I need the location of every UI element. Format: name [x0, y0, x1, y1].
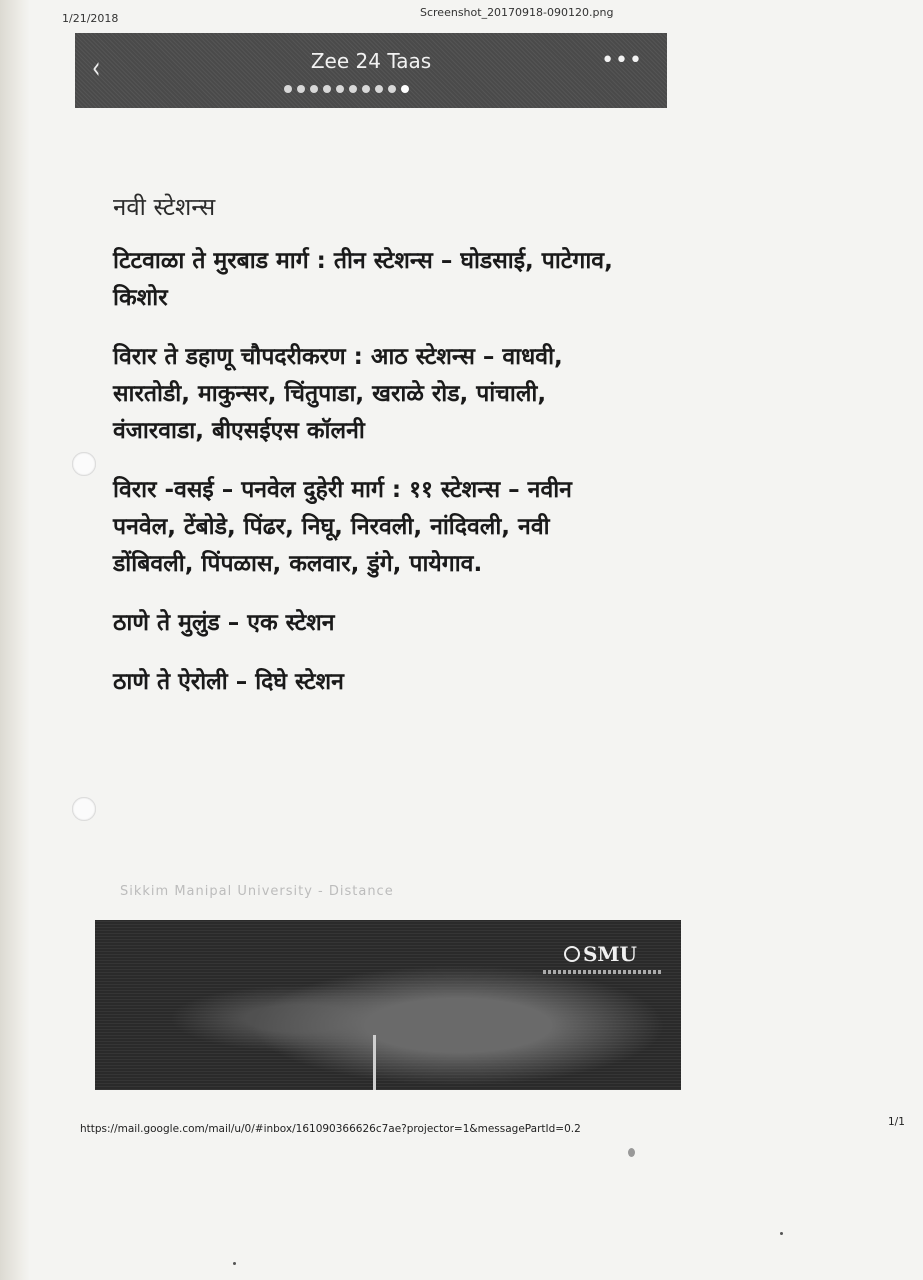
page-indicator-dot[interactable]: [362, 85, 370, 93]
article-paragraph: ठाणे ते ऐरोली – दिघे स्टेशन: [113, 669, 344, 695]
scan-speck: [628, 1148, 635, 1157]
article-paragraph: विरार -वसई – पनवेल दुहेरी मार्ग : ११ स्टेशन्स – नवीन पनवेल, टेंबोडे, पिंढर, निघू, निरवली, नांदिवली, नवी डोंबिवली, पिंपळास, कलवार, डुंगे, पायेगाव.: [113, 477, 572, 577]
punch-hole: [72, 452, 96, 476]
punch-hole: [72, 797, 96, 821]
page-indicator-dot[interactable]: [297, 85, 305, 93]
ad-caption: Sikkim Manipal University - Distance: [120, 884, 394, 899]
page-indicator-dot[interactable]: [284, 85, 292, 93]
article-paragraph: टिटवाळा ते मुरबाड मार्ग : तीन स्टेशन्स – घोडसाई, पाटेगाव, किशोर: [113, 248, 613, 311]
page-indicator-dot[interactable]: [323, 85, 331, 93]
more-horizontal-icon: •••: [601, 48, 643, 73]
smu-logo: [564, 942, 637, 966]
print-page-number: 1/1: [888, 1116, 905, 1128]
scan-page-edge: [0, 0, 30, 1280]
app-header-bar: [75, 33, 667, 108]
scan-speck: [233, 1262, 236, 1265]
chevron-left-icon: ‹: [92, 51, 101, 86]
print-date: 1/21/2018: [62, 12, 119, 25]
page-indicator-dot[interactable]: [310, 85, 318, 93]
print-url: https://mail.google.com/mail/u/0/#inbox/161090366626c7ae?projector=1&messagePartId=0.2: [80, 1123, 581, 1135]
microphone-stand: [373, 1035, 376, 1090]
smu-tagline-lines: [543, 970, 663, 974]
page-indicator: [284, 85, 409, 93]
print-filename: Screenshot_20170918-090120.png: [420, 6, 614, 19]
article-paragraph: ठाणे ते मुलुंड – एक स्टेशन: [113, 610, 335, 636]
page-indicator-dot[interactable]: [349, 85, 357, 93]
page-indicator-dot[interactable]: [388, 85, 396, 93]
smu-logo-text: SMU: [582, 942, 637, 966]
article-paragraph: विरार ते डहाणू चौपदरीकरण : आठ स्टेशन्स – वाधवी, सारतोडी, माकुन्सर, चिंतुपाडा, खराळे रोड, पांचाली, वंजारवाडा, बीएसईएस कॉलनी: [113, 344, 563, 444]
section-title: नवी स्टेशन्स: [113, 193, 216, 221]
article-content: [113, 190, 633, 723]
page-indicator-dot[interactable]: [401, 85, 409, 93]
ad-banner[interactable]: [95, 920, 681, 1090]
scan-speck: [780, 1232, 783, 1235]
page-indicator-dot[interactable]: [336, 85, 344, 93]
page-indicator-dot[interactable]: [375, 85, 383, 93]
smu-emblem-icon: [564, 946, 580, 962]
app-title: Zee 24 Taas: [310, 49, 432, 73]
more-options-button[interactable]: [601, 48, 643, 73]
